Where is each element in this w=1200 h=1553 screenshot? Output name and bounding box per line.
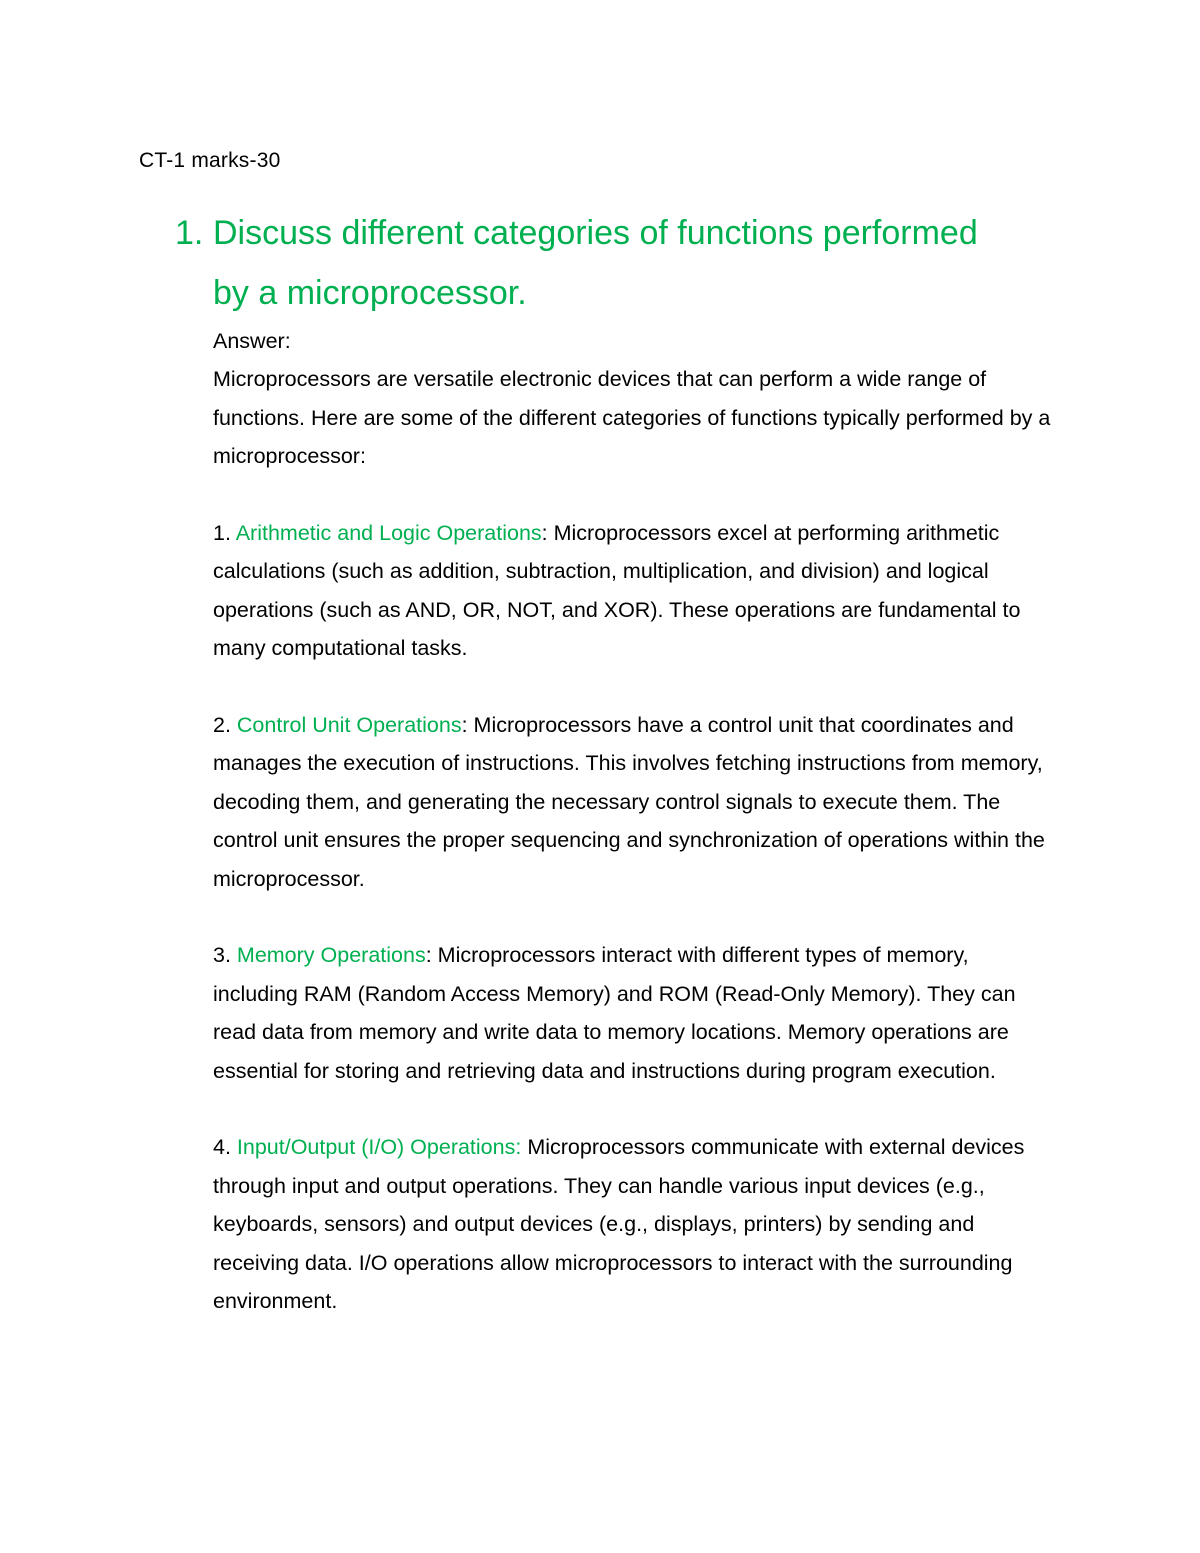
item-number: 1. xyxy=(213,521,236,546)
item-text: Microprocessors communicate with external devices through input and output operations. They can handle various input devices (e.g., keyboards, sensors) and output devices (e.g., displays, printers) by sending and receiving data. I/O operations allow microprocessors to interact with the surrounding environment. xyxy=(213,1135,1025,1314)
answer-body xyxy=(213,322,1053,1321)
item-title: Input/Output (I/O) Operations: xyxy=(236,1135,522,1160)
item-number: 3. xyxy=(213,943,237,968)
answer-item xyxy=(213,514,1053,668)
answer-item xyxy=(213,1128,1053,1320)
test-header: CT-1 marks-30 xyxy=(139,149,281,172)
answer-label: Answer: xyxy=(213,329,291,353)
item-title: Memory Operations xyxy=(236,943,426,968)
item-number: 4. xyxy=(213,1135,237,1160)
paragraph-spacer xyxy=(213,476,1053,514)
answer-item xyxy=(213,706,1053,898)
question-heading xyxy=(175,203,995,323)
item-title: Arithmetic and Logic Operations xyxy=(235,521,542,546)
paragraph-spacer xyxy=(213,1090,1053,1128)
item-number: 2. xyxy=(213,713,237,738)
item-text: Microprocessors excel at performing arithmetic calculations (such as addition, subtraction, multiplication, and division) and logical operations (such as AND, OR, NOT, and XOR). These operations are fundamental to many computational tasks. xyxy=(213,521,1021,661)
answer-item xyxy=(213,936,1053,1090)
item-separator: : xyxy=(461,713,474,738)
question-text: Discuss different categories of functions performed by a microprocessor. xyxy=(213,214,978,312)
item-separator: : xyxy=(541,521,554,546)
item-title: Control Unit Operations xyxy=(236,713,462,738)
paragraph-spacer xyxy=(213,668,1053,706)
paragraph-spacer xyxy=(213,898,1053,936)
answer-intro: Microprocessors are versatile electronic devices that can perform a wide range of functions. Here are some of the different categories of functions typically performed by a microprocessor: xyxy=(213,367,1051,469)
question-number: 1. xyxy=(175,214,204,252)
item-text: Microprocessors have a control unit that coordinates and manages the execution of instructions. This involves fetching instructions from memory, decoding them, and generating the necessary control signals to execute them. The control unit ensures the proper sequencing and synchronization of operations within the microprocessor. xyxy=(213,713,1045,891)
item-text: Microprocessors interact with different types of memory, including RAM (Random Access Memory) and ROM (Read-Only Memory). They can read data from memory and write data to memory locations. Memory operations are essential for storing and retrieving data and instructions during program execution. xyxy=(213,943,1016,1083)
item-separator: : xyxy=(425,943,438,968)
